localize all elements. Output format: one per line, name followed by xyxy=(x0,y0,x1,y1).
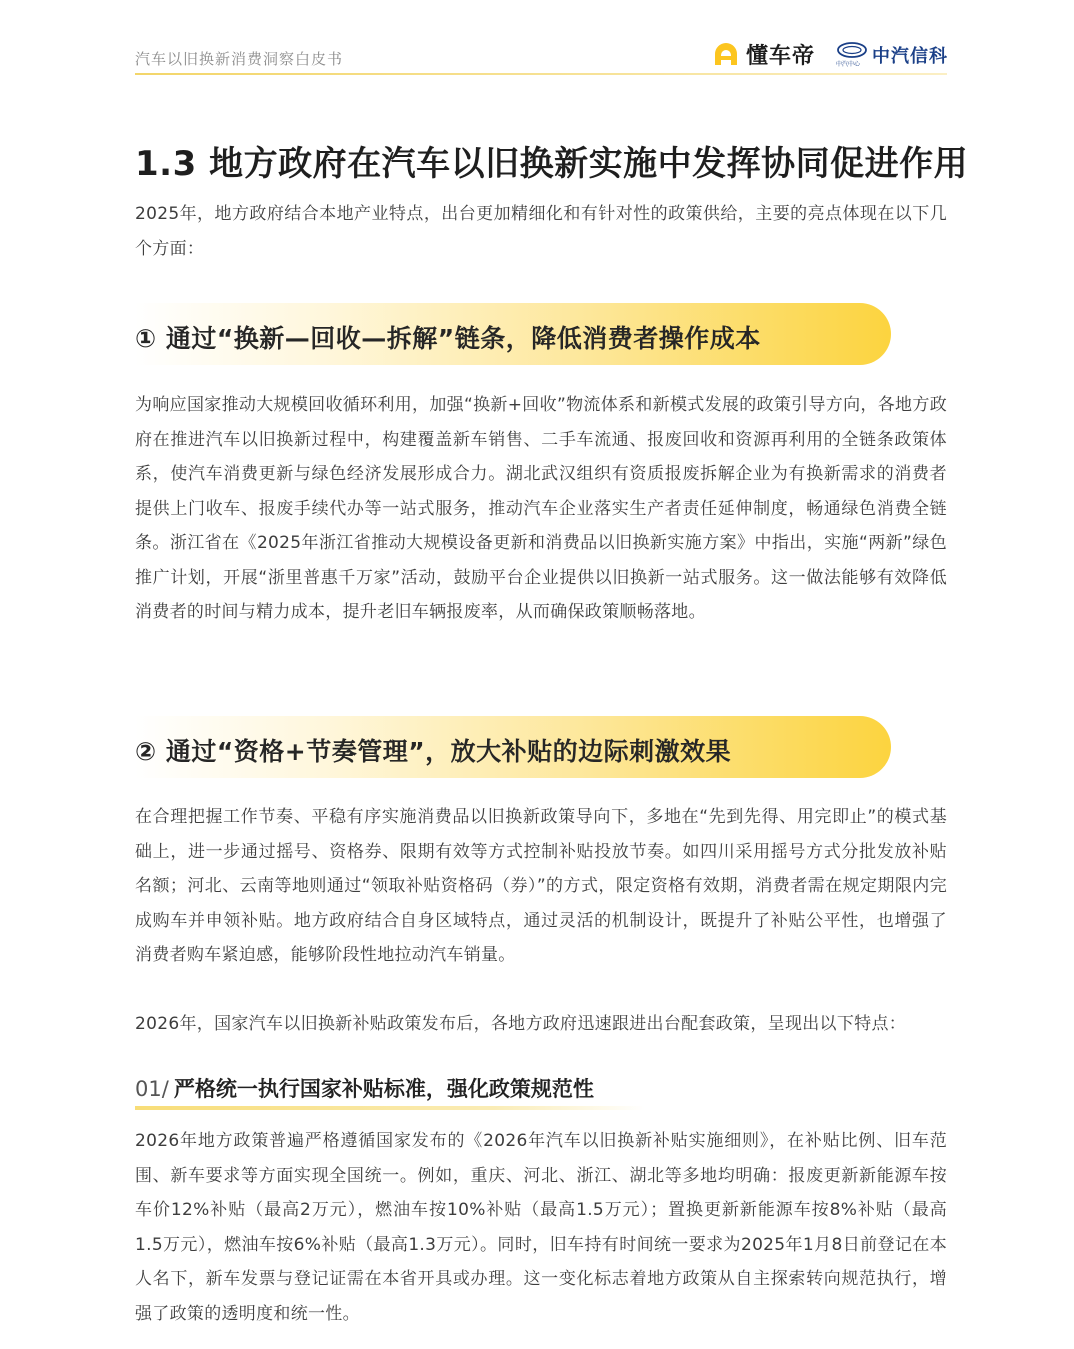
page-header xyxy=(135,36,947,76)
intro-paragraph: 2025年，地方政府结合本地产业特点，出台更加精细化和有针对性的政策供给，主要的亮点体现在以下几个方面： xyxy=(135,204,947,259)
point-2-body: 在合理把握工作节奏、平稳有序实施消费品以旧换新政策导向下，多地在“先到先得、用完即止”的模式基础上，进一步通过摇号、资格券、限期有效等方式控制补贴投放节奏。如四川采用摇号方式分批发放补贴名额；河北、云南等地则通过“领取补贴资格码（券）”的方式，限定资格有效期，消费者需在规定期限内完成购车并申领补贴。地方政府结合自身区域特点，通过灵活的机制设计，既提升了补贴公平性，也增强了消费者购车紧迫感，能够阶段性地拉动汽车销量。 xyxy=(135,807,947,965)
cata-logo xyxy=(836,40,948,70)
dongchedi-logo-icon xyxy=(712,41,740,67)
document-title: 汽车以旧换新消费洞察白皮书 xyxy=(135,50,344,68)
point-1-banner xyxy=(135,303,891,365)
feature-number: 01/ xyxy=(135,1077,169,1101)
feature-heading xyxy=(135,1073,594,1109)
point-2-heading: ② 通过“资格+节奏管理”，放大补贴的边际刺激效果 xyxy=(135,737,732,766)
cata-sub-label: 中汽中心 xyxy=(836,61,861,68)
dongchedi-logo xyxy=(712,38,815,70)
point-1-heading: ① 通过“换新—回收—拆解”链条，降低消费者操作成本 xyxy=(135,324,761,353)
feature-body: 2026年地方政策普遍严格遵循国家发布的《2026年汽车以旧换新补贴实施细则》，在补贴比例、旧车范围、新车要求等方面实现全国统一。例如，重庆、河北、浙江、湖北等多地均明确：报废更新新能源车按车价12%补贴（最高2万元），燃油车按10%补贴（最高1.5万元）；置换更新新能源车按8%补贴（最高1.5万元），燃油车按6%补贴（最高1.3万元）。同时，旧车持有时间统一要求为2025年1月8日前登记在本人名下，新车发票与登记证需在本省开具或办理。这一变化标志着地方政策从自主探索转向规范执行，增强了政策的透明度和统一性。 xyxy=(135,1131,947,1324)
point-1-body: 为响应国家推动大规模回收循环利用，加强“换新+回收”物流体系和新模式发展的政策引导方向，各地方政府在推进汽车以旧换新过程中，构建覆盖新车销售、二手车流通、报废回收和资源再利用的全链条政策体系，使汽车消费更新与绿色经济发展形成合力。湖北武汉组织有资质报废拆解企业为有换新需求的消费者提供上门收车、报废手续代办等一站式服务，推动汽车企业落实生产者责任延伸制度，畅通绿色消费全链条。浙江省在《2025年浙江省推动大规模设备更新和消费品以旧换新实施方案》中指出，实施“两新”绿色推广计划，开展“浙里普惠千万家”活动，鼓励平台企业提供以旧换新一站式服务。这一做法能够有效降低消费者的时间与精力成本，提升老旧车辆报废率，从而确保政策顺畅落地。 xyxy=(135,395,947,622)
point-2-banner xyxy=(135,716,891,778)
cata-emblem-icon xyxy=(836,41,868,69)
feature-title: 严格统一执行国家补贴标准，强化政策规范性 xyxy=(173,1077,594,1101)
dongchedi-logo-text: 懂车帝 xyxy=(746,43,816,69)
feature-underline xyxy=(135,1106,645,1110)
outlook-paragraph: 2026年，国家汽车以旧换新补贴政策发布后，各地方政府迅速跟进出台配套政策，呈现出以下特点： xyxy=(135,1014,907,1034)
cata-logo-text: 中汽信科 xyxy=(872,46,948,67)
header-divider xyxy=(135,73,947,75)
section-title: 1.3 地方政府在汽车以旧换新实施中发挥协同促进作用 xyxy=(135,144,969,184)
